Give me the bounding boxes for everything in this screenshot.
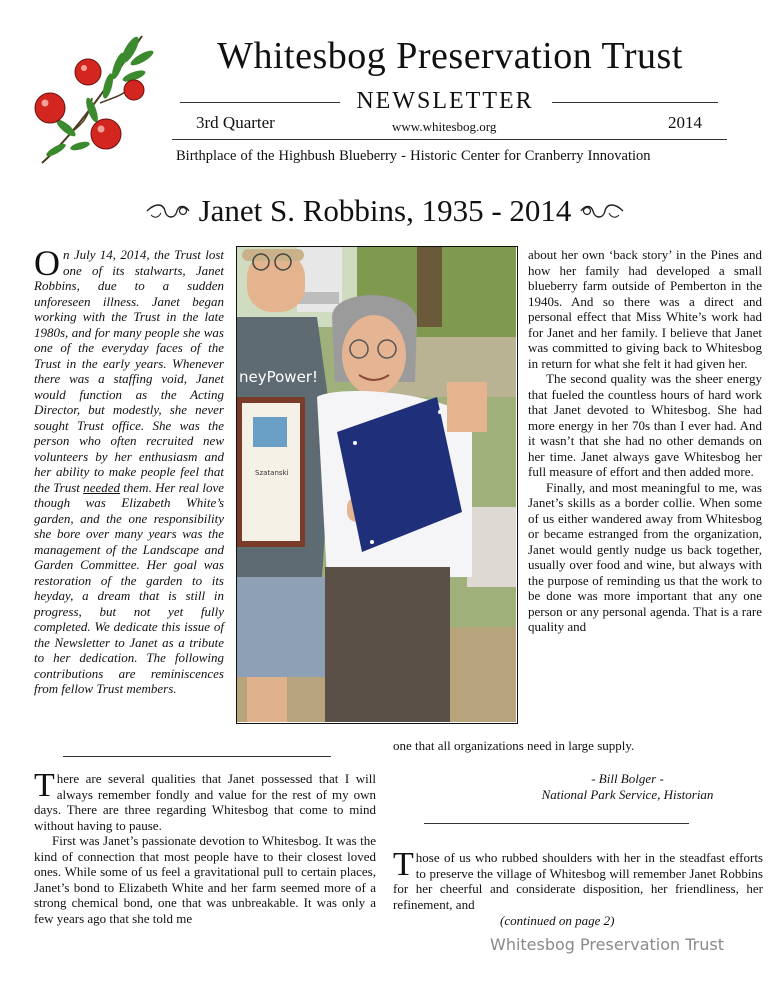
second-contribution — [393, 846, 763, 912]
author-role: National Park Service, Historian — [541, 786, 714, 802]
right-flourish-icon — [579, 201, 625, 221]
masthead-right-rule — [552, 102, 718, 103]
photo-janet-robbins — [236, 246, 518, 724]
masthead-bottom-rule — [172, 139, 727, 140]
section-divider-left — [63, 756, 331, 757]
tribute-paragraph-end: one that all organizations need in large supply. — [393, 738, 635, 753]
article-title — [100, 190, 670, 229]
author-signature — [520, 771, 735, 802]
bolger-column — [34, 767, 376, 926]
issue-year: 2014 — [668, 113, 702, 132]
intro-paragraph — [34, 243, 224, 697]
continued-note: (continued on page 2) — [500, 913, 615, 928]
tribute-paragraph-backstory: about her own ‘back story’ in the Pines and how her family had developed a small blueberry farm outside of Pemberton in the 1940s. And so there was a direct and personal effect that Miss White’s work had for Janet and her family. I believe that Janet was committed to giving back to Whitesbog in return for what she felt it had given her. — [528, 247, 762, 371]
issue-quarter: 3rd Quarter — [196, 113, 275, 132]
article-title-text: Janet S. Robbins, 1935 - 2014 — [198, 192, 572, 228]
shirt-text: neyPower! — [239, 368, 318, 386]
footer-watermark: Whitesbog Preservation Trust — [490, 935, 724, 954]
left-flourish-icon — [145, 201, 191, 221]
newsletter-masthead-title: Whitesbog Preservation Trust — [217, 35, 683, 77]
intro-emphasis: needed — [83, 479, 121, 495]
certificate-text: Szatanski — [255, 469, 289, 477]
section-divider-right — [424, 823, 689, 824]
bolger-dropcap: T — [34, 767, 55, 804]
bolger-paragraph-devotion: First was Janet’s passionate devotion to Whitesbog. It was the kind of connection that most people have to their closest loved ones. While some of us feel a gravitational pull to certain places, Janet’s bond to Elizabeth White and her farm seemed more of a strong chemical bond, one that was unbreakable. It was only a few years ago that she told me — [34, 833, 376, 926]
masthead-left-rule — [180, 102, 340, 103]
cranberry-branch-icon — [30, 28, 160, 173]
second-contribution-text: hose of us who rubbed shoulders with her in the steadfast efforts to preserve the village of Whitesbog will remember Janet Robbins for her cheerful and considerate disposition, her friendliness, her refinement, and — [393, 850, 763, 912]
author-name: - Bill Bolger - — [591, 771, 664, 786]
intro-text-before: n July 14, 2014, the Trust lost one of its stalwarts, Janet Robbins, due to a sudden unforeseen illness. Janet began working with the Trust in the late 1980s, and for many people she was one of the everyday faces of the Trust in the early years. Whenever there was a staffing void, Janet would function as the Acting Director, but modestly, she never sought Trust office. She was the person who often recruited new volunteers by her enthusiasm and her ability to make people feel that the Trust — [34, 247, 224, 495]
website-url: www.whitesbog.org — [392, 119, 497, 134]
second-dropcap: T — [393, 846, 414, 883]
bolger-paragraph-qualities-text: here are several qualities that Janet possessed that I will always remember fondly and value for the rest of my own days. There are three regarding Whitesbog that come to mind without having to pause. — [34, 771, 376, 833]
tribute-paragraph-border-collie: Finally, and most meaningful to me, was Janet’s skills as a border collie. When some of us either wandered away from Whitesbog or became estranged from the organization, Janet would gently nudge us back together, usually over food and wine, but always with the purpose of reminding us that the work to be done was more important that any one person or any personal agenda. That is a rare quality and — [528, 479, 762, 634]
tribute-paragraph-energy: The second quality was the sheer energy that fueled the countless hours of hard work that Janet devoted to Whitesbog. She had more energy in her 70s than I ever had. And it wasn’t that she had no other demands on her time. Janet always gave Whitesbog her full measure of effort and then added more. — [528, 371, 762, 479]
masthead-tagline: Birthplace of the Highbush Blueberry - Historic Center for Cranberry Innovation — [176, 148, 651, 164]
bolger-paragraph-qualities — [34, 767, 376, 833]
photo-illustration — [237, 247, 516, 722]
intro-dropcap: O — [34, 243, 60, 283]
newsletter-label: NEWSLETTER — [356, 88, 534, 114]
tribute-right-column — [528, 247, 762, 635]
intro-text-after: them. Her real love though was Elizabeth White’s garden, and the one responsibility she bore over many years was the management of the Landscape and Garden Committee. Her goal was restoration of the garden to its heyday, a dream that is still in progress, but not yet fully completed. We dedicate this issue of the Newsletter to Janet as a tribute to her dedication. The following contributions are reminiscences from fellow Trust members. — [34, 479, 224, 696]
